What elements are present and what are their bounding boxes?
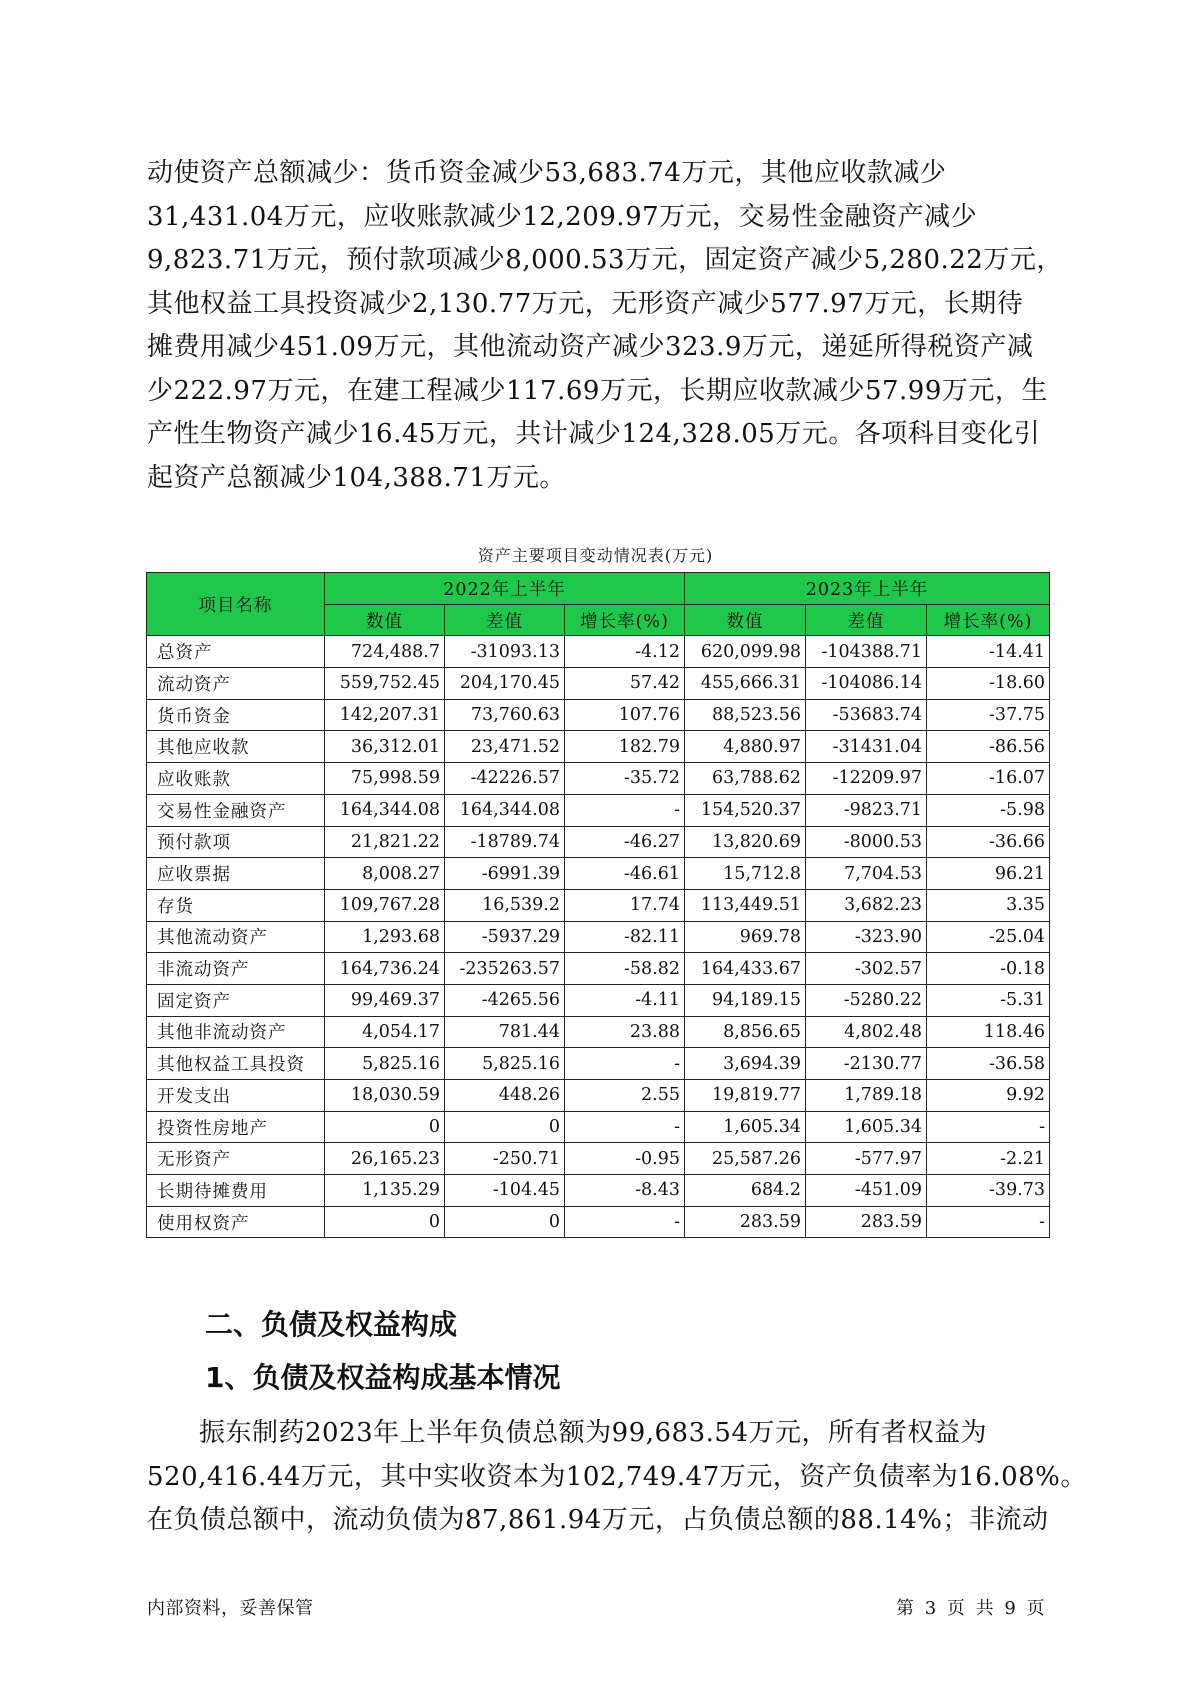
cell-diff-2023: -451.09 bbox=[806, 1175, 927, 1207]
cell-value-2022: 18,030.59 bbox=[325, 1080, 445, 1112]
cell-rate-2023: -16.07 bbox=[927, 763, 1050, 795]
cell-item-name: 无形资产 bbox=[147, 1143, 325, 1175]
cell-rate-2022: - bbox=[565, 794, 685, 826]
table-row bbox=[147, 794, 1050, 826]
table-row bbox=[147, 984, 1050, 1016]
footer-confidential-note: 内部资料，妥善保管 bbox=[147, 1598, 314, 1619]
cell-rate-2022: -46.61 bbox=[565, 858, 685, 890]
paragraph-line: 起资产总额减少104,388.71万元。 bbox=[147, 462, 566, 493]
cell-item-name: 货币资金 bbox=[147, 699, 325, 731]
cell-diff-2022: 5,825.16 bbox=[445, 1048, 565, 1080]
cell-diff-2023: 1,789.18 bbox=[806, 1080, 927, 1112]
paragraph-line: 在负债总额中，流动负债为87,861.94万元，占负债总额的88.14%；非流动 bbox=[147, 1505, 1049, 1535]
cell-item-name: 应收票据 bbox=[147, 858, 325, 890]
cell-value-2022: 109,767.28 bbox=[325, 889, 445, 921]
cell-rate-2022: -35.72 bbox=[565, 763, 685, 795]
cell-value-2023: 969.78 bbox=[685, 921, 806, 953]
cell-value-2023: 25,587.26 bbox=[685, 1143, 806, 1175]
table-row bbox=[147, 1080, 1050, 1112]
cell-value-2022: 1,293.68 bbox=[325, 921, 445, 953]
cell-diff-2022: 23,471.52 bbox=[445, 731, 565, 763]
cell-item-name: 固定资产 bbox=[147, 984, 325, 1016]
cell-rate-2023: -5.98 bbox=[927, 794, 1050, 826]
cell-diff-2022: -250.71 bbox=[445, 1143, 565, 1175]
cell-rate-2023: -5.31 bbox=[927, 984, 1050, 1016]
cell-item-name: 交易性金融资产 bbox=[147, 794, 325, 826]
cell-diff-2022: 781.44 bbox=[445, 1016, 565, 1048]
cell-rate-2023: -36.58 bbox=[927, 1048, 1050, 1080]
cell-diff-2023: -2130.77 bbox=[806, 1048, 927, 1080]
cell-item-name: 长期待摊费用 bbox=[147, 1175, 325, 1207]
section-heading: 二、负债及权益构成 bbox=[205, 1308, 458, 1341]
paragraph-line: 520,416.44万元，其中实收资本为102,749.47万元，资产负债率为16.08%。 bbox=[147, 1461, 1087, 1492]
liability-paragraph bbox=[147, 1412, 1087, 1543]
cell-item-name: 预付款项 bbox=[147, 826, 325, 858]
cell-value-2023: 283.59 bbox=[685, 1206, 806, 1238]
table-row bbox=[147, 1143, 1050, 1175]
footer-page-number: 第 3 页 共 9 页 bbox=[895, 1598, 1045, 1619]
cell-rate-2023: -0.18 bbox=[927, 953, 1050, 985]
table-row bbox=[147, 921, 1050, 953]
cell-diff-2023: 4,802.48 bbox=[806, 1016, 927, 1048]
cell-value-2023: 113,449.51 bbox=[685, 889, 806, 921]
cell-rate-2022: -4.12 bbox=[565, 636, 685, 668]
cell-rate-2022: 17.74 bbox=[565, 889, 685, 921]
cell-diff-2023: -577.97 bbox=[806, 1143, 927, 1175]
cell-diff-2023: 1,605.34 bbox=[806, 1111, 927, 1143]
cell-rate-2023: -37.75 bbox=[927, 699, 1050, 731]
table-row bbox=[147, 1111, 1050, 1143]
table-body bbox=[147, 636, 1050, 1238]
table-row bbox=[147, 858, 1050, 890]
cell-value-2022: 5,825.16 bbox=[325, 1048, 445, 1080]
header-item-name: 项目名称 bbox=[147, 573, 325, 636]
cell-diff-2022: 0 bbox=[445, 1111, 565, 1143]
table-row bbox=[147, 731, 1050, 763]
cell-value-2022: 0 bbox=[325, 1111, 445, 1143]
cell-value-2022: 75,998.59 bbox=[325, 763, 445, 795]
cell-value-2022: 164,344.08 bbox=[325, 794, 445, 826]
cell-rate-2023: 118.46 bbox=[927, 1016, 1050, 1048]
cell-item-name: 其他流动资产 bbox=[147, 921, 325, 953]
subsection-heading: 1、负债及权益构成基本情况 bbox=[205, 1361, 561, 1394]
cell-value-2023: 164,433.67 bbox=[685, 953, 806, 985]
cell-rate-2022: 2.55 bbox=[565, 1080, 685, 1112]
paragraph-line: 产性生物资产减少16.45万元，共计减少124,328.05万元。各项科目变化引 bbox=[147, 419, 1041, 449]
cell-diff-2023: -5280.22 bbox=[806, 984, 927, 1016]
cell-value-2023: 88,523.56 bbox=[685, 699, 806, 731]
cell-diff-2022: -235263.57 bbox=[445, 953, 565, 985]
cell-rate-2023: -36.66 bbox=[927, 826, 1050, 858]
cell-item-name: 其他非流动资产 bbox=[147, 1016, 325, 1048]
cell-diff-2022: 164,344.08 bbox=[445, 794, 565, 826]
cell-item-name: 流动资产 bbox=[147, 668, 325, 700]
intro-paragraph bbox=[147, 152, 1063, 500]
cell-diff-2022: -104.45 bbox=[445, 1175, 565, 1207]
cell-diff-2022: -18789.74 bbox=[445, 826, 565, 858]
header-group-2022: 2022年上半年 bbox=[325, 573, 685, 605]
cell-item-name: 其他应收款 bbox=[147, 731, 325, 763]
cell-diff-2023: 3,682.23 bbox=[806, 889, 927, 921]
cell-item-name: 使用权资产 bbox=[147, 1206, 325, 1238]
cell-value-2023: 1,605.34 bbox=[685, 1111, 806, 1143]
header-value-2023: 数值 bbox=[685, 604, 806, 636]
cell-rate-2022: - bbox=[565, 1111, 685, 1143]
cell-value-2022: 0 bbox=[325, 1206, 445, 1238]
cell-diff-2023: 7,704.53 bbox=[806, 858, 927, 890]
table-row bbox=[147, 1016, 1050, 1048]
cell-item-name: 总资产 bbox=[147, 636, 325, 668]
cell-diff-2023: -104388.71 bbox=[806, 636, 927, 668]
cell-value-2022: 164,736.24 bbox=[325, 953, 445, 985]
asset-change-table bbox=[146, 572, 1050, 1238]
paragraph-line: 动使资产总额减少：货币资金减少53,683.74万元，其他应收款减少 bbox=[147, 158, 947, 188]
cell-value-2022: 26,165.23 bbox=[325, 1143, 445, 1175]
cell-rate-2023: -39.73 bbox=[927, 1175, 1050, 1207]
table-row bbox=[147, 889, 1050, 921]
cell-rate-2022: -46.27 bbox=[565, 826, 685, 858]
header-rate-2023: 增长率(%) bbox=[927, 604, 1050, 636]
paragraph-line: 振东制药2023年上半年负债总额为99,683.54万元，所有者权益为 bbox=[199, 1418, 987, 1448]
cell-rate-2023: 96.21 bbox=[927, 858, 1050, 890]
cell-diff-2022: 0 bbox=[445, 1206, 565, 1238]
cell-value-2022: 1,135.29 bbox=[325, 1175, 445, 1207]
cell-value-2023: 13,820.69 bbox=[685, 826, 806, 858]
cell-value-2023: 455,666.31 bbox=[685, 668, 806, 700]
cell-rate-2023: -25.04 bbox=[927, 921, 1050, 953]
paragraph-line: 其他权益工具投资减少2,130.77万元，无形资产减少577.97万元，长期待 bbox=[147, 288, 1024, 319]
cell-item-name: 应收账款 bbox=[147, 763, 325, 795]
cell-diff-2022: 448.26 bbox=[445, 1080, 565, 1112]
header-group-2023: 2023年上半年 bbox=[685, 573, 1050, 605]
cell-item-name: 非流动资产 bbox=[147, 953, 325, 985]
table-row bbox=[147, 1175, 1050, 1207]
cell-value-2023: 3,694.39 bbox=[685, 1048, 806, 1080]
cell-value-2022: 724,488.7 bbox=[325, 636, 445, 668]
cell-diff-2022: -6991.39 bbox=[445, 858, 565, 890]
cell-rate-2022: - bbox=[565, 1206, 685, 1238]
cell-value-2023: 15,712.8 bbox=[685, 858, 806, 890]
cell-value-2022: 21,821.22 bbox=[325, 826, 445, 858]
cell-rate-2023: 3.35 bbox=[927, 889, 1050, 921]
table-row bbox=[147, 699, 1050, 731]
cell-value-2023: 4,880.97 bbox=[685, 731, 806, 763]
cell-diff-2022: 73,760.63 bbox=[445, 699, 565, 731]
cell-rate-2022: -0.95 bbox=[565, 1143, 685, 1175]
table-row bbox=[147, 668, 1050, 700]
header-diff-2023: 差值 bbox=[806, 604, 927, 636]
header-diff-2022: 差值 bbox=[445, 604, 565, 636]
cell-rate-2022: 23.88 bbox=[565, 1016, 685, 1048]
cell-rate-2022: 57.42 bbox=[565, 668, 685, 700]
cell-diff-2022: 204,170.45 bbox=[445, 668, 565, 700]
cell-rate-2022: - bbox=[565, 1048, 685, 1080]
cell-diff-2022: -31093.13 bbox=[445, 636, 565, 668]
cell-diff-2022: -42226.57 bbox=[445, 763, 565, 795]
table-row bbox=[147, 636, 1050, 668]
header-rate-2022: 增长率(%) bbox=[565, 604, 685, 636]
cell-rate-2023: -2.21 bbox=[927, 1143, 1050, 1175]
cell-diff-2023: -12209.97 bbox=[806, 763, 927, 795]
cell-rate-2023: -14.41 bbox=[927, 636, 1050, 668]
table-row bbox=[147, 763, 1050, 795]
cell-value-2023: 19,819.77 bbox=[685, 1080, 806, 1112]
cell-value-2022: 4,054.17 bbox=[325, 1016, 445, 1048]
cell-diff-2023: -104086.14 bbox=[806, 668, 927, 700]
cell-rate-2022: -58.82 bbox=[565, 953, 685, 985]
cell-value-2023: 154,520.37 bbox=[685, 794, 806, 826]
cell-rate-2023: - bbox=[927, 1206, 1050, 1238]
cell-diff-2023: -9823.71 bbox=[806, 794, 927, 826]
cell-diff-2023: -53683.74 bbox=[806, 699, 927, 731]
paragraph-line: 31,431.04万元，应收账款减少12,209.97万元，交易性金融资产减少 bbox=[147, 201, 978, 232]
cell-rate-2023: 9.92 bbox=[927, 1080, 1050, 1112]
cell-rate-2023: - bbox=[927, 1111, 1050, 1143]
cell-diff-2022: 16,539.2 bbox=[445, 889, 565, 921]
cell-rate-2022: 107.76 bbox=[565, 699, 685, 731]
table-row bbox=[147, 1048, 1050, 1080]
cell-rate-2022: -4.11 bbox=[565, 984, 685, 1016]
cell-value-2022: 8,008.27 bbox=[325, 858, 445, 890]
cell-diff-2023: -8000.53 bbox=[806, 826, 927, 858]
cell-item-name: 存货 bbox=[147, 889, 325, 921]
cell-diff-2023: 283.59 bbox=[806, 1206, 927, 1238]
cell-value-2022: 36,312.01 bbox=[325, 731, 445, 763]
cell-item-name: 开发支出 bbox=[147, 1080, 325, 1112]
cell-item-name: 投资性房地产 bbox=[147, 1111, 325, 1143]
cell-value-2023: 8,856.65 bbox=[685, 1016, 806, 1048]
cell-rate-2022: -82.11 bbox=[565, 921, 685, 953]
table-header bbox=[147, 573, 1050, 636]
cell-value-2022: 142,207.31 bbox=[325, 699, 445, 731]
cell-diff-2023: -302.57 bbox=[806, 953, 927, 985]
cell-rate-2022: 182.79 bbox=[565, 731, 685, 763]
table-row bbox=[147, 1206, 1050, 1238]
paragraph-line: 摊费用减少451.09万元，其他流动资产减少323.9万元，递延所得税资产减 bbox=[147, 332, 1034, 362]
cell-value-2023: 620,099.98 bbox=[685, 636, 806, 668]
cell-rate-2022: -8.43 bbox=[565, 1175, 685, 1207]
table-row bbox=[147, 953, 1050, 985]
cell-rate-2023: -86.56 bbox=[927, 731, 1050, 763]
table-row bbox=[147, 826, 1050, 858]
cell-value-2023: 684.2 bbox=[685, 1175, 806, 1207]
paragraph-line: 少222.97万元，在建工程减少117.69万元，长期应收款减少57.99万元，生 bbox=[147, 375, 1048, 406]
header-value-2022: 数值 bbox=[325, 604, 445, 636]
cell-diff-2022: -5937.29 bbox=[445, 921, 565, 953]
cell-value-2023: 94,189.15 bbox=[685, 984, 806, 1016]
paragraph-line: 9,823.71万元，预付款项减少8,000.53万元，固定资产减少5,280.22万元， bbox=[147, 245, 1063, 275]
cell-item-name: 其他权益工具投资 bbox=[147, 1048, 325, 1080]
cell-value-2022: 559,752.45 bbox=[325, 668, 445, 700]
cell-diff-2023: -323.90 bbox=[806, 921, 927, 953]
cell-diff-2023: -31431.04 bbox=[806, 731, 927, 763]
cell-diff-2022: -4265.56 bbox=[445, 984, 565, 1016]
table-caption: 资产主要项目变动情况表(万元) bbox=[477, 546, 714, 565]
cell-value-2023: 63,788.62 bbox=[685, 763, 806, 795]
cell-value-2022: 99,469.37 bbox=[325, 984, 445, 1016]
cell-rate-2023: -18.60 bbox=[927, 668, 1050, 700]
